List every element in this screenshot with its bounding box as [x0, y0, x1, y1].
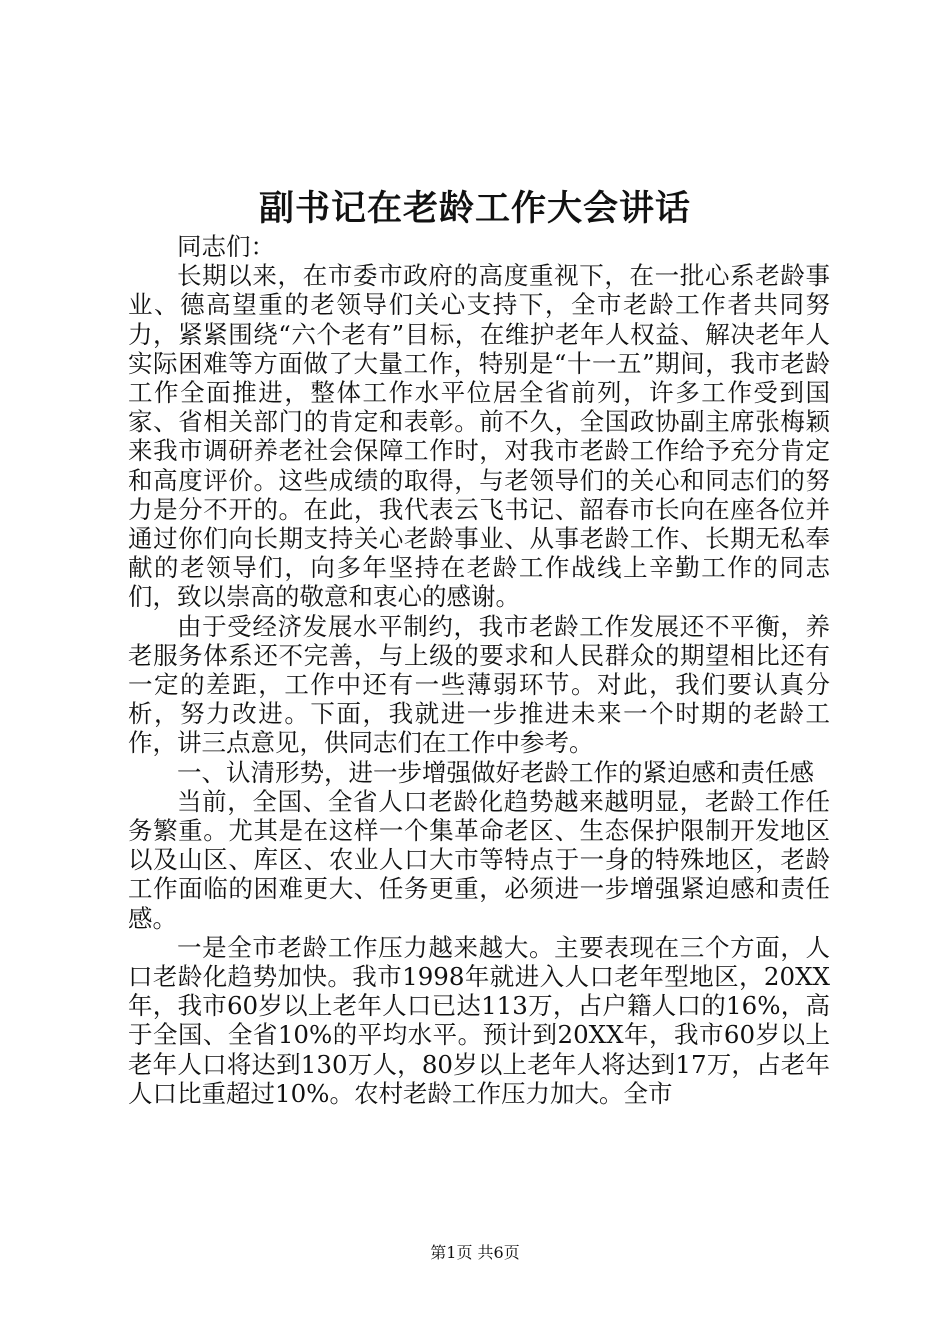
body-paragraph: 一是全市老龄工作压力越来越大。主要表现在三个方面，人口老龄化趋势加快。我市1998年就进入人口老年型地区，20XX年，我市60岁以上老年人口已达113万，占户籍人口的16%，高于全国、全省10%的平均水平。预计到20XX年，我市60岁以上老年人口将达到130万人，80岁以上老年人将达到17万，占老年人口比重超过10%。农村老龄工作压力加大。全市	[128, 932, 830, 1108]
document-body	[128, 232, 830, 1108]
page-footer: 第1页 共6页	[430, 1243, 520, 1262]
salutation-paragraph: 同志们：	[177, 232, 275, 261]
document-title: 副书记在老龄工作大会讲话	[258, 189, 691, 229]
section-heading: 一、认清形势，进一步增强做好老龄工作的紧迫感和责任感	[177, 757, 814, 787]
body-paragraph: 当前，全国、全省人口老龄化趋势越来越明显，老龄工作任务繁重。尤其是在这样一个集革命老区、生态保护限制开发地区以及山区、库区、农业人口大市等特点于一身的特殊地区，老龄工作面临的困难更大、任务更重，必须进一步增强紧迫感和责任感。	[128, 786, 830, 933]
body-paragraph: 由于受经济发展水平制约，我市老龄工作发展还不平衡，养老服务体系还不完善，与上级的要求和人民群众的期望相比还有一定的差距，工作中还有一些薄弱环节。对此，我们要认真分析，努力改进。下面，我就进一步推进未来一个时期的老龄工作，讲三点意见，供同志们在工作中参考。	[128, 611, 830, 758]
body-paragraph: 长期以来，在市委市政府的高度重视下，在一批心系老龄事业、德高望重的老领导们关心支持下，全市老龄工作者共同努力，紧紧围绕“六个老有”目标，在维护老年人权益、解决老年人实际困难等方面做了大量工作，特别是“十一五”期间，我市老龄工作全面推进，整体工作水平位居全省前列，许多工作受到国家、省相关部门的肯定和表彰。前不久，全国政协副主席张梅颖来我市调研养老社会保障工作时，对我市老龄工作给予充分肯定和高度评价。这些成绩的取得，与老领导们的关心和同志们的努力是分不开的。在此，我代表云飞书记、韶春市长向在座各位并通过你们向长期支持关心老龄事业、从事老龄工作、长期无私奉献的老领导们，向多年坚持在老龄工作战线上辛勤工作的同志们，致以崇高的敬意和衷心的感谢。	[128, 261, 830, 612]
